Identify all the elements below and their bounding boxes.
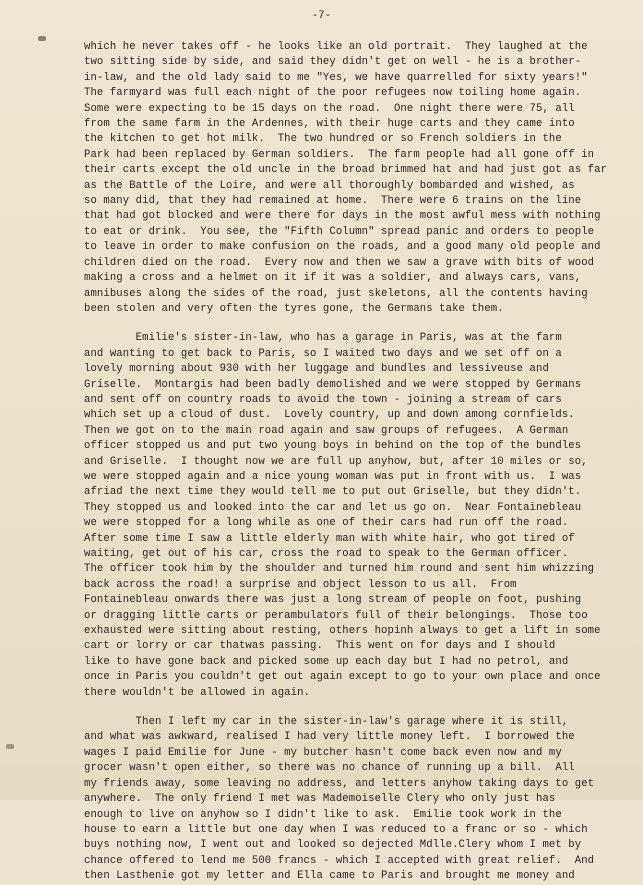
text-line: children died on the road. Every now and then we saw a grave with bits of wood [84, 256, 595, 269]
text-line: chance offered to lend me 500 francs - which I accepted with great relief. And [84, 854, 595, 867]
text-line: to eat or drink. You see, the "Fifth Column" spread panic and orders to people [84, 225, 595, 238]
text-line: or dragging little carts or perambulators full of their belongings. Those too [84, 609, 588, 622]
text-line: anywhere. The only friend I met was Mademoiselle Clery who only just has [84, 793, 556, 806]
text-line: making a cross and a helmet on it if it was a soldier, and always cars, vans, [84, 272, 582, 285]
text-line: exhausted were sitting about resting, others hopinh always to get a lift in some [84, 625, 601, 638]
text-line: officer stopped us and put two young boys in behind on the top of the bundles [84, 440, 582, 453]
text-line: to leave in order to make confusion on the roads, and a good many old people and [84, 241, 601, 254]
paragraph [84, 40, 624, 317]
text-line: the kitchen to get hot milk. The two hundred or so French soldiers in the [84, 133, 562, 146]
text-line: as the Battle of the Loire, and were all thoroughly bombarded and wished, as [84, 179, 575, 192]
text-line: and sent off on country roads to avoid the town - joining a stream of cars [84, 393, 562, 406]
punch-hole-mark [6, 744, 14, 749]
text-line: which set up a cloud of dust. Lovely country, up and down among cornfields. [84, 409, 575, 422]
text-line: we were stopped for a long while as one of their cars had run off the road. [84, 517, 569, 530]
text-line: enough to live on anyhow so I didn't like to ask. Emilie took work in the [84, 808, 562, 821]
paragraph-gap [84, 317, 624, 331]
text-line: my friends away, some leaving no address, and letters anyhow taking days to get [84, 777, 595, 790]
text-line: Griselle. Montargis had been badly demolished and we were stopped by Germans [84, 378, 582, 391]
text-line: then Lasthenie got my letter and Ella came to Paris and brought me money and [84, 870, 575, 883]
text-line: house to earn a little but one day when I was reduced to a franc or so - which [84, 823, 588, 836]
text-line: cart or lorry or car thatwas passing. This went on for days and I should [84, 640, 556, 653]
text-line: The farmyard was full each night of the poor refugees now toiling home again. [84, 87, 582, 100]
text-line: two sitting side by side, and said they didn't get on well - he is a brother- [84, 56, 582, 69]
text-line: Emilie's sister-in-law, who has a garage in Paris, was at the farm [84, 332, 562, 345]
text-line: and what was awkward, realised I had very little money left. I borrowed the [84, 731, 575, 744]
text-line: back across the road! a surprise and object lesson to us all. From [84, 578, 517, 591]
text-line: been stolen and very often the tyres gone, the Germans take them. [84, 302, 504, 315]
text-line: Then I left my car in the sister-in-law's garage where it is still, [84, 716, 569, 729]
text-line: in-law, and the old lady said to me "Yes, we have quarrelled for sixty years!" [84, 71, 588, 84]
text-line: from the same farm in the Ardennes, with their huge carts and they came into [84, 118, 575, 131]
text-line: that had got blocked and were there for days in the most awful mess with nothing [84, 210, 601, 223]
text-line: After some time I saw a little elderly man with white hair, who got tired of [84, 532, 575, 545]
text-line: once in Paris you couldn't get out again except to go to your own place and once [84, 671, 601, 684]
text-line: buys nothing now, I went out and looked so dejected Mdlle.Clery whom I met by [84, 839, 582, 852]
text-line: Then we got on to the main road again and saw groups of refugees. A German [84, 424, 569, 437]
text-line: which he never takes off - he looks like an old portrait. They laughed at the [84, 41, 588, 53]
text-line: lovely morning about 930 with her luggage and bundles and lessiveuse and [84, 363, 549, 376]
text-line: we were stopped again and a nice young woman was put in front with us. I was [84, 470, 582, 483]
paragraph [84, 331, 624, 701]
text-line: there wouldn't be allowed in again. [84, 686, 311, 699]
text-line: like to have gone back and picked some up each day but I had no petrol, and [84, 655, 569, 668]
text-line: grocer wasn't open either, so there was no chance of running up a bill. All [84, 762, 575, 775]
text-line: Park had been replaced by German soldiers. The farm people had all gone off in [84, 148, 595, 161]
text-line: wages I paid Emilie for June - my butcher hasn't come back even now and my [84, 746, 562, 759]
text-line: Fontainebleau onwards there was just a long stream of people on foot, pushing [84, 594, 582, 607]
text-line: amnibuses along the sides of the road, just skeletons, all the contents having [84, 287, 588, 300]
text-line: Some were expecting to be 15 days on the road. One night there were 75, all [84, 102, 575, 115]
page-number: -7- [311, 10, 332, 22]
paragraph-gap [84, 701, 624, 715]
text-line: and wanting to get back to Paris, so I waited two days and we set off on a [84, 347, 562, 360]
text-line: their carts except the old uncle in the broad brimmed hat and had just got as far [84, 164, 608, 177]
text-line: so many did, that they had remained at home. There were 6 trains on the line [84, 195, 582, 208]
punch-hole-mark [38, 36, 46, 41]
text-line: waiting, get out of his car, cross the road to speak to the German officer. [84, 548, 569, 560]
text-line: and Griselle. I thought now we are full up anyhow, but, after 10 miles or so, [84, 455, 588, 468]
text-line: The officer took him by the shoulder and turned him round and sent him whizzing [84, 563, 595, 576]
text-line: afriad the next time they would tell me to put out Griselle, but they didn't. [84, 486, 582, 499]
letter-body [84, 40, 624, 885]
text-line: They stopped us and looked into the car and let us go on. Near Fontainebleau [84, 501, 582, 514]
